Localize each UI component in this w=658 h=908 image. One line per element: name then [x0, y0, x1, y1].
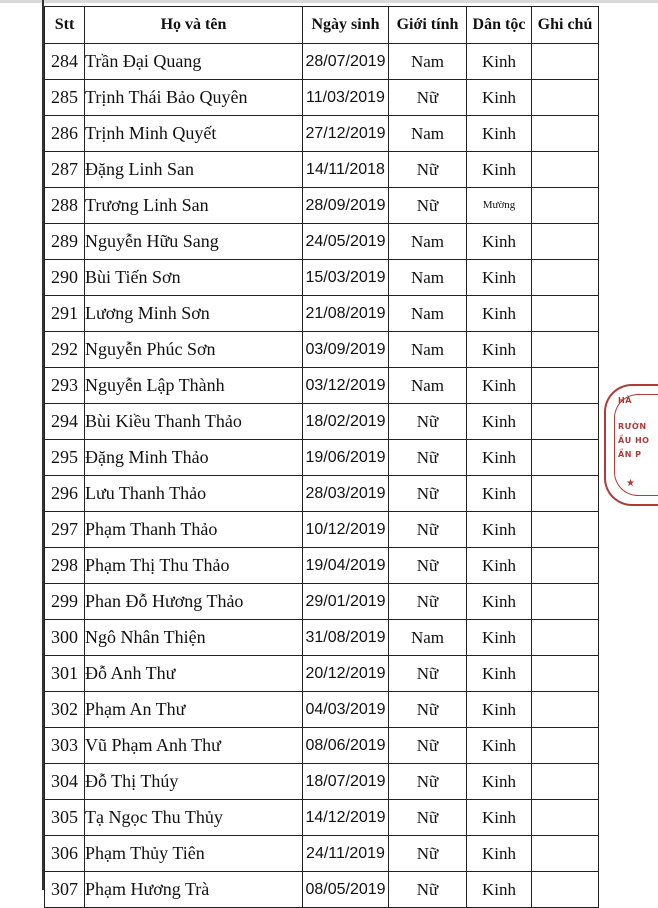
cell-ethnicity: Kinh [467, 404, 532, 440]
cell-stt: 290 [45, 260, 85, 296]
cell-stt: 306 [45, 836, 85, 872]
cell-dob: 14/12/2019 [303, 800, 389, 836]
cell-sex: Nữ [389, 440, 467, 476]
cell-dob: 03/12/2019 [303, 368, 389, 404]
cell-dob: 08/06/2019 [303, 728, 389, 764]
stamp-text-4: ẦN P [618, 450, 642, 459]
cell-sex: Nữ [389, 584, 467, 620]
cell-note [532, 728, 599, 764]
cell-stt: 305 [45, 800, 85, 836]
cell-name: Phạm An Thư [85, 692, 303, 728]
cell-note [532, 224, 599, 260]
cell-name: Trương Linh San [85, 188, 303, 224]
cell-ethnicity: Kinh [467, 296, 532, 332]
table-row [45, 584, 599, 620]
cell-ethnicity: Kinh [467, 584, 532, 620]
cell-stt: 284 [45, 44, 85, 80]
cell-note [532, 116, 599, 152]
cell-name: Đặng Linh San [85, 152, 303, 188]
cell-sex: Nam [389, 260, 467, 296]
table-row [45, 512, 599, 548]
cell-ethnicity: Kinh [467, 800, 532, 836]
cell-sex: Nam [389, 296, 467, 332]
cell-ethnicity: Kinh [467, 260, 532, 296]
header-sex: Giới tính [389, 7, 467, 44]
cell-dob: 08/05/2019 [303, 872, 389, 908]
cell-stt: 302 [45, 692, 85, 728]
cell-name: Phan Đỗ Hương Thảo [85, 584, 303, 620]
cell-stt: 298 [45, 548, 85, 584]
table-row [45, 188, 599, 224]
cell-note [532, 836, 599, 872]
cell-stt: 285 [45, 80, 85, 116]
cell-ethnicity: Kinh [467, 476, 532, 512]
cell-note [532, 44, 599, 80]
cell-sex: Nữ [389, 728, 467, 764]
cell-note [532, 800, 599, 836]
cell-sex: Nữ [389, 476, 467, 512]
table-row [45, 620, 599, 656]
cell-name: Đỗ Anh Thư [85, 656, 303, 692]
table-row [45, 152, 599, 188]
cell-dob: 19/06/2019 [303, 440, 389, 476]
cell-stt: 291 [45, 296, 85, 332]
red-seal-stamp [604, 384, 658, 506]
cell-stt: 295 [45, 440, 85, 476]
stamp-inner-ring [614, 394, 658, 496]
header-ethnicity: Dân tộc [467, 7, 532, 44]
cell-dob: 10/12/2019 [303, 512, 389, 548]
table-row [45, 404, 599, 440]
cell-stt: 300 [45, 620, 85, 656]
cell-name: Trịnh Minh Quyết [85, 116, 303, 152]
cell-note [532, 404, 599, 440]
cell-dob: 27/12/2019 [303, 116, 389, 152]
cell-sex: Nữ [389, 692, 467, 728]
cell-note [532, 296, 599, 332]
cell-dob: 03/09/2019 [303, 332, 389, 368]
cell-sex: Nam [389, 368, 467, 404]
cell-name: Vũ Phạm Anh Thư [85, 728, 303, 764]
table-row [45, 476, 599, 512]
cell-ethnicity: Mường [467, 188, 532, 224]
cell-sex: Nam [389, 116, 467, 152]
cell-ethnicity: Kinh [467, 620, 532, 656]
cell-sex: Nữ [389, 80, 467, 116]
cell-ethnicity: Kinh [467, 44, 532, 80]
cell-stt: 299 [45, 584, 85, 620]
cell-note [532, 440, 599, 476]
cell-note [532, 80, 599, 116]
cell-dob: 29/01/2019 [303, 584, 389, 620]
table-row [45, 296, 599, 332]
table-body [45, 44, 599, 908]
cell-sex: Nữ [389, 764, 467, 800]
table-row [45, 836, 599, 872]
header-stt: Stt [45, 7, 85, 44]
cell-sex: Nữ [389, 836, 467, 872]
table-row [45, 800, 599, 836]
cell-note [532, 656, 599, 692]
table-row [45, 116, 599, 152]
cell-sex: Nữ [389, 548, 467, 584]
cell-stt: 294 [45, 404, 85, 440]
cell-note [532, 692, 599, 728]
cell-name: Phạm Thị Thu Thảo [85, 548, 303, 584]
table-header-row [45, 7, 599, 44]
cell-name: Trần Đại Quang [85, 44, 303, 80]
cell-name: Nguyễn Lập Thành [85, 368, 303, 404]
cell-ethnicity: Kinh [467, 116, 532, 152]
cell-dob: 18/02/2019 [303, 404, 389, 440]
cell-ethnicity: Kinh [467, 692, 532, 728]
table-row [45, 728, 599, 764]
cell-name: Ngô Nhân Thiện [85, 620, 303, 656]
cell-sex: Nữ [389, 152, 467, 188]
cell-dob: 21/08/2019 [303, 296, 389, 332]
cell-name: Đặng Minh Thảo [85, 440, 303, 476]
cell-ethnicity: Kinh [467, 512, 532, 548]
cell-dob: 19/04/2019 [303, 548, 389, 584]
cell-dob: 18/07/2019 [303, 764, 389, 800]
cell-note [532, 260, 599, 296]
cell-name: Nguyễn Phúc Sơn [85, 332, 303, 368]
cell-name: Lương Minh Sơn [85, 296, 303, 332]
table-row [45, 80, 599, 116]
cell-note [532, 476, 599, 512]
cell-ethnicity: Kinh [467, 764, 532, 800]
cell-note [532, 620, 599, 656]
cell-dob: 20/12/2019 [303, 656, 389, 692]
cell-name: Phạm Thanh Thảo [85, 512, 303, 548]
table-row [45, 332, 599, 368]
table-row [45, 692, 599, 728]
table-row [45, 656, 599, 692]
page-edge [0, 0, 658, 3]
cell-name: Tạ Ngọc Thu Thủy [85, 800, 303, 836]
stamp-text-3: ẦU HO [618, 436, 650, 445]
cell-ethnicity: Kinh [467, 548, 532, 584]
cell-ethnicity: Kinh [467, 332, 532, 368]
cell-dob: 24/11/2019 [303, 836, 389, 872]
cell-dob: 04/03/2019 [303, 692, 389, 728]
table-row [45, 224, 599, 260]
cell-note [532, 512, 599, 548]
stamp-text-2: RƯỜN [618, 422, 647, 431]
cell-name: Nguyễn Hữu Sang [85, 224, 303, 260]
cell-stt: 289 [45, 224, 85, 260]
cell-sex: Nam [389, 224, 467, 260]
cell-note [532, 152, 599, 188]
cell-note [532, 332, 599, 368]
cell-ethnicity: Kinh [467, 152, 532, 188]
cell-dob: 11/03/2019 [303, 80, 389, 116]
table-row [45, 44, 599, 80]
cell-dob: 28/09/2019 [303, 188, 389, 224]
cell-name: Lưu Thanh Thảo [85, 476, 303, 512]
cell-ethnicity: Kinh [467, 728, 532, 764]
cell-stt: 307 [45, 872, 85, 908]
table-row [45, 764, 599, 800]
cell-sex: Nam [389, 44, 467, 80]
cell-dob: 14/11/2018 [303, 152, 389, 188]
cell-stt: 304 [45, 764, 85, 800]
table-row [45, 548, 599, 584]
cell-ethnicity: Kinh [467, 836, 532, 872]
cell-name: Bùi Tiến Sơn [85, 260, 303, 296]
cell-stt: 293 [45, 368, 85, 404]
cell-dob: 24/05/2019 [303, 224, 389, 260]
cell-note [532, 368, 599, 404]
cell-note [532, 764, 599, 800]
cell-name: Trịnh Thái Bảo Quyên [85, 80, 303, 116]
cell-note [532, 584, 599, 620]
cell-stt: 296 [45, 476, 85, 512]
cell-ethnicity: Kinh [467, 656, 532, 692]
cell-name: Đỗ Thị Thúy [85, 764, 303, 800]
cell-stt: 287 [45, 152, 85, 188]
header-note: Ghi chú [532, 7, 599, 44]
cell-ethnicity: Kinh [467, 872, 532, 908]
cell-stt: 292 [45, 332, 85, 368]
cell-sex: Nam [389, 332, 467, 368]
cell-ethnicity: Kinh [467, 440, 532, 476]
cell-dob: 28/07/2019 [303, 44, 389, 80]
cell-note [532, 188, 599, 224]
cell-stt: 301 [45, 656, 85, 692]
student-roster-table [44, 6, 599, 908]
cell-dob: 31/08/2019 [303, 620, 389, 656]
cell-sex: Nữ [389, 404, 467, 440]
cell-sex: Nữ [389, 512, 467, 548]
cell-ethnicity: Kinh [467, 368, 532, 404]
cell-ethnicity: Kinh [467, 224, 532, 260]
cell-ethnicity: Kinh [467, 80, 532, 116]
cell-dob: 28/03/2019 [303, 476, 389, 512]
cell-name: Phạm Hương Trà [85, 872, 303, 908]
cell-stt: 288 [45, 188, 85, 224]
header-dob: Ngày sinh [303, 7, 389, 44]
table-row [45, 368, 599, 404]
cell-note [532, 548, 599, 584]
cell-sex: Nữ [389, 800, 467, 836]
table-row [45, 260, 599, 296]
cell-dob: 15/03/2019 [303, 260, 389, 296]
header-name: Họ và tên [85, 7, 303, 44]
cell-sex: Nữ [389, 188, 467, 224]
cell-sex: Nam [389, 620, 467, 656]
cell-sex: Nữ [389, 872, 467, 908]
cell-stt: 297 [45, 512, 85, 548]
cell-stt: 286 [45, 116, 85, 152]
cell-stt: 303 [45, 728, 85, 764]
cell-name: Phạm Thủy Tiên [85, 836, 303, 872]
stamp-text-1: HÀ [618, 396, 632, 405]
cell-name: Bùi Kiều Thanh Thảo [85, 404, 303, 440]
table-row [45, 440, 599, 476]
cell-sex: Nữ [389, 656, 467, 692]
stamp-star-icon: ★ [626, 478, 635, 489]
